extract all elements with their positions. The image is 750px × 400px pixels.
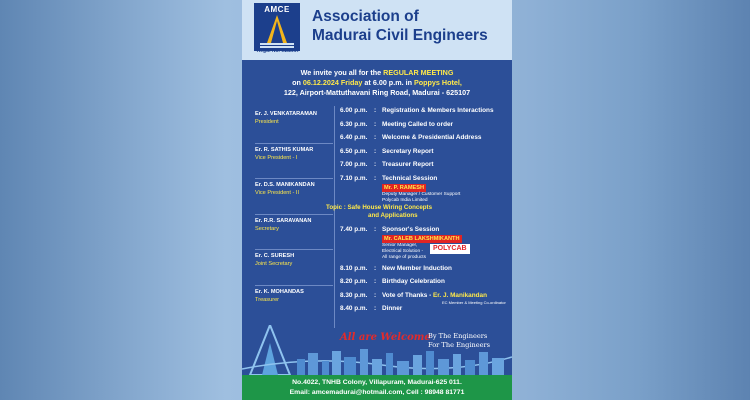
invite-on: on xyxy=(292,78,303,87)
speaker-designation: Deputy Manager / Customer Support xyxy=(382,191,461,197)
schedule-row xyxy=(340,305,510,313)
schedule-item: Sponsor's Session xyxy=(382,225,440,233)
schedule-item: Dinner xyxy=(382,304,403,312)
schedule-item: Vote of Thanks - xyxy=(382,291,434,299)
schedule-colon: : xyxy=(374,107,377,114)
meeting-date: 06.12.2024 xyxy=(302,78,339,87)
contact-footer xyxy=(242,375,512,400)
invite-line-2 xyxy=(242,78,512,88)
organization-name xyxy=(312,7,507,45)
officer-name: Er. J. VENKATARAMAN xyxy=(255,111,317,117)
schedule-colon: : xyxy=(374,225,377,233)
office-bearers-list xyxy=(255,110,333,322)
meeting-type: REGULAR MEETING xyxy=(383,68,454,77)
tagline-line-1: By The Engineers xyxy=(428,332,488,340)
schedule-colon: : xyxy=(374,120,377,128)
schedule-row xyxy=(340,226,510,261)
meeting-schedule xyxy=(326,107,510,313)
schedule-time: 6.40 p.m. xyxy=(340,134,368,141)
meeting-venue: Poppys Hotel, xyxy=(413,78,462,87)
schedule-time: 7.10 p.m. xyxy=(340,174,368,182)
technical-speaker: Mr. P. RAMESH xyxy=(384,184,424,191)
officer-name: Er. K. MOHANDAS xyxy=(255,288,304,295)
schedule-colon: : xyxy=(374,291,377,299)
officer-entry xyxy=(255,217,333,251)
officer-role: President xyxy=(255,119,279,125)
sponsor-desig-2: Electrical Solution - xyxy=(382,248,424,254)
vote-speaker-designation: EC Member & Meeting Co-ordinator xyxy=(442,299,506,305)
officer-name: Er. C. SURESH xyxy=(255,253,295,259)
vote-of-thanks xyxy=(382,292,510,300)
footer-address: No.4022, TNHB Colony, Villapuram, Madurai-625 011. xyxy=(292,379,462,386)
officer-name: Er. R. SATHIS KUMAR xyxy=(255,146,314,153)
sponsor-details xyxy=(382,243,510,261)
speaker-company: Polycab India Limited xyxy=(382,197,428,203)
sponsor-desig-3: All range of products xyxy=(382,254,426,260)
column-divider xyxy=(334,106,335,328)
schedule-row xyxy=(340,175,510,204)
schedule-item: New Member Induction xyxy=(382,264,452,272)
schedule-time: 8.40 p.m. xyxy=(340,304,368,312)
officer-entry xyxy=(255,146,333,180)
officer-name: Er. D.S. MANIKANDAN xyxy=(255,182,315,188)
technical-session xyxy=(382,175,510,204)
invite-prefix: We invite you all for the xyxy=(300,68,384,77)
officer-name: Er. R.R. SARAVANAN xyxy=(255,217,312,224)
schedule-item: Technical Session xyxy=(382,174,438,182)
invite-time: at 6.00 p.m. in xyxy=(362,78,414,87)
schedule-item: Secretary Report xyxy=(382,147,434,155)
schedule-item: Meeting Called to order xyxy=(382,120,454,128)
meeting-day: Friday xyxy=(338,78,363,87)
schedule-colon: : xyxy=(374,161,377,168)
schedule-time: 8.10 p.m. xyxy=(340,264,368,272)
officer-role: Joint Secretary xyxy=(255,261,293,267)
schedule-colon: : xyxy=(374,264,377,272)
schedule-colon: : xyxy=(374,304,377,312)
poster-header xyxy=(242,0,512,60)
officer-role: Treasurer xyxy=(255,296,280,303)
tagline xyxy=(428,332,490,350)
schedule-row xyxy=(340,148,510,156)
schedule-row xyxy=(340,134,510,142)
schedule-colon: : xyxy=(374,147,377,155)
vote-speaker: Er. J. Manikandan xyxy=(433,291,487,299)
officer-entry xyxy=(255,288,333,321)
schedule-row xyxy=(340,121,510,129)
schedule-time: 7.00 p.m. xyxy=(340,161,368,168)
polycab-logo: POLYCAB xyxy=(429,243,471,255)
sponsor-desig-1: Senior Manager, xyxy=(382,242,418,248)
schedule-row xyxy=(340,107,510,115)
topic-line-1: Topic : Safe House Wiring Concepts xyxy=(326,203,433,211)
footer-contact: Email: amcemadurai@hotmail.com, Cell : 98948 81771 xyxy=(289,389,465,396)
schedule-item: Treasurer Report xyxy=(382,161,434,168)
sponsor-speaker: Mr. CALEB LAKSHMIKANTH xyxy=(384,235,460,242)
schedule-colon: : xyxy=(374,278,377,285)
schedule-item: Birthday Celebration xyxy=(382,278,445,285)
invite-line-1 xyxy=(242,68,512,78)
schedule-time: 6.00 p.m. xyxy=(340,107,368,114)
schedule-colon: : xyxy=(374,134,377,141)
schedule-time: 6.30 p.m. xyxy=(340,120,368,128)
amce-logo xyxy=(254,3,300,51)
registration-number: Regd. No. 91/2007 xyxy=(256,48,300,54)
schedule-row xyxy=(340,265,510,273)
schedule-time: 8.20 p.m. xyxy=(340,278,368,285)
meeting-poster xyxy=(242,0,512,400)
schedule-item: Welcome & Presidential Address xyxy=(382,134,482,141)
topic-line-2: and Applications xyxy=(368,211,418,219)
schedule-time: 8.30 p.m. xyxy=(340,291,368,299)
sponsor-session xyxy=(382,226,510,261)
officer-role: Vice President - II xyxy=(255,190,300,196)
tagline-line-2: For The Engineers xyxy=(428,341,491,349)
officer-entry xyxy=(255,252,333,286)
officer-entry xyxy=(255,181,333,215)
schedule-row xyxy=(340,278,510,286)
schedule-row xyxy=(340,292,510,300)
schedule-time: 7.40 p.m. xyxy=(340,225,368,233)
org-name-line-1: Association of xyxy=(312,8,419,25)
logo-emblem-icon xyxy=(254,3,300,51)
invite-line-3: 122, Airport-Mattuthavani Ring Road, Madurai - 625107 xyxy=(283,88,471,97)
logo-text: AMCE xyxy=(264,5,290,14)
schedule-colon: : xyxy=(374,174,377,182)
invitation-text xyxy=(242,68,512,98)
officer-role: Vice President - I xyxy=(255,154,298,161)
schedule-row xyxy=(340,161,510,169)
schedule-item: Registration & Members Interactions xyxy=(382,107,494,114)
officer-role: Secretary xyxy=(255,225,279,232)
sponsor-designation xyxy=(382,243,426,261)
org-name-line-2: Madurai Civil Engineers xyxy=(312,27,488,44)
officer-entry xyxy=(255,110,333,144)
schedule-time: 6.50 p.m. xyxy=(340,147,368,155)
all-are-welcome-text: All are Welcome xyxy=(340,332,431,343)
